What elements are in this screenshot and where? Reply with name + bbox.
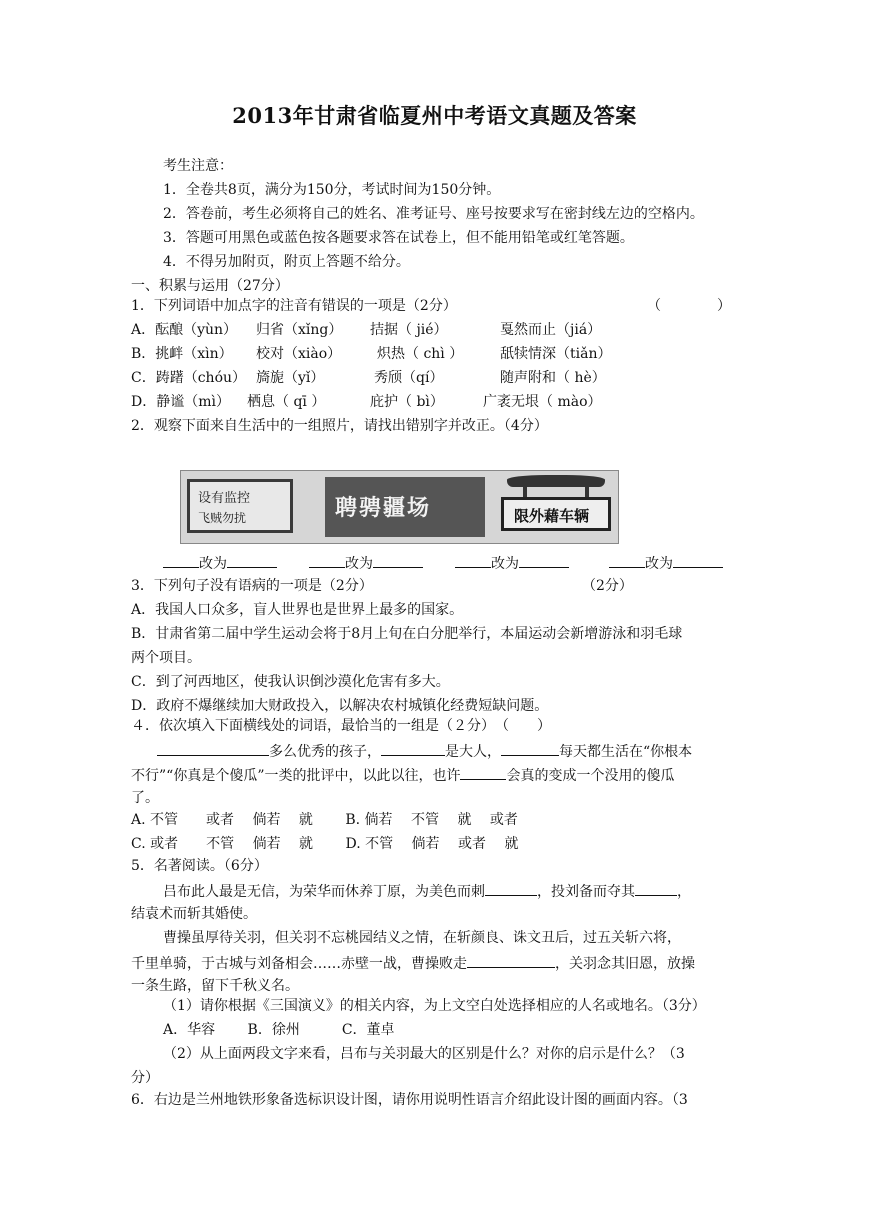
q5-paragraph-line	[131, 953, 695, 973]
q1-option-d1: D．静谧（mì）	[131, 394, 230, 410]
q1-option-d3: 庇护（ bì）	[370, 394, 444, 410]
q5-subquestion-2-cont: 分）	[131, 1070, 159, 1086]
correction-fill	[309, 553, 423, 573]
blank-line[interactable]	[501, 741, 559, 756]
q5-text: 千里单骑，于古城与刘备相会……赤壁一战，曹操败走	[131, 956, 467, 972]
arch-roof	[507, 475, 605, 487]
sign-text: 飞贼勿扰	[198, 511, 247, 525]
q4-text: 每天都生活在“你根本	[559, 744, 693, 760]
blank-line[interactable]	[157, 741, 269, 756]
q3-option: D．政府不爆继续加大财政投入，以解决农村城镇化经费短缺问题。	[131, 698, 549, 714]
blank-line[interactable]	[673, 553, 723, 568]
blank-line[interactable]	[460, 765, 506, 780]
q4-passage-line: 了。	[131, 790, 159, 806]
question-3-score: （2分）	[582, 578, 633, 594]
fill-label: 改为	[491, 556, 519, 572]
q3-option: B．甘肃省第二届中学生运动会将于8月上旬在白分肥举行，本届运动会新增游泳和羽毛球	[131, 626, 683, 642]
notice-item: 2．答卷前，考生必须将自己的姓名、准考证号、座号按要求写在密封线左边的空格内。	[163, 206, 704, 222]
notice-item: 1．全卷共8页，满分为150分，考试时间为150分钟。	[163, 182, 501, 198]
sign-photo-1	[187, 479, 293, 533]
fill-label: 改为	[345, 556, 373, 572]
blank-line[interactable]	[467, 953, 555, 968]
question-5-stem: 5．名著阅读。（6分）	[131, 858, 268, 874]
q5-paragraph-line	[163, 881, 691, 901]
q1-option-b3: 炽热（ chì ）	[377, 346, 464, 362]
blank-line[interactable]	[163, 553, 199, 568]
blank-line[interactable]	[373, 553, 423, 568]
q4-text: 会真的变成一个没用的傻瓜	[506, 768, 675, 784]
q1-option-b2: 校对（xiào）	[256, 346, 342, 362]
correction-fill	[455, 553, 569, 573]
fill-label: 改为	[645, 556, 673, 572]
q1-option-a1: A．酝酿（yùn）	[131, 322, 238, 338]
sign-text: 设有监控	[198, 491, 251, 506]
sign-text: 聘骋疆场	[335, 496, 432, 521]
q1-option-d2: 栖息（ qī ）	[247, 394, 326, 410]
sign-board	[501, 497, 611, 531]
q1-option-c4: 随声附和（ hè）	[500, 370, 606, 386]
q5-subquestion-1-options: A．华容 B．徐州 C．董卓	[163, 1022, 395, 1038]
blank-line[interactable]	[519, 553, 569, 568]
q4-options: C. 或者 不管 倘若 就 D. 不管 倘若 或者 就	[131, 836, 519, 852]
blank-line[interactable]	[485, 881, 537, 896]
blank-line[interactable]	[609, 553, 645, 568]
question-3-stem: 3．下列句子没有语病的一项是（2分）	[131, 578, 373, 594]
notice-item: 4．不得另加附页，附页上答题不给分。	[163, 254, 410, 270]
notice-heading: 考生注意：	[163, 158, 233, 174]
q1-option-c2: 旖旎（yǐ）	[256, 370, 325, 386]
q5-paragraph-line: 一条生路，留下千秋义名。	[131, 978, 299, 994]
correction-fill	[163, 553, 277, 573]
q5-subquestion-1: （1）请你根据《三国演义》的相关内容，为上文空白处选择相应的人名或地名。（3分）	[163, 998, 706, 1014]
q5-text: 吕布此人最是无信，为荣华而休养丁原，为美色而刺	[163, 884, 485, 900]
correction-fill	[609, 553, 723, 573]
q4-text: 是大人，	[445, 744, 501, 760]
question-4-stem: ４．依次填入下面横线处的词语，最恰当的一组是（２分） （ ）	[131, 718, 551, 734]
q3-option-cont: 两个项目。	[131, 650, 201, 666]
q1-option-a3: 拮据（ jié）	[370, 322, 448, 338]
q5-paragraph-line: 曹操虽厚待关羽，但关羽不忘桃园结义之情，在斩颜良、诛文丑后，过五关斩六将，	[163, 930, 681, 946]
page-title: 2013年甘肃省临夏州中考语文真题及答案	[232, 103, 637, 128]
q4-text: 不行”“你真是个傻瓜”一类的批评中，以此以往，也许	[131, 768, 461, 784]
q4-options: A. 不管 或者 倘若 就 B. 倘若 不管 就 或者	[131, 812, 518, 828]
sign-photo-2	[325, 477, 485, 537]
question-1-stem: 1．下列词语中加点字的注音有错误的一项是（2分）	[131, 298, 457, 314]
q4-passage-line	[131, 765, 674, 785]
blank-line[interactable]	[635, 881, 677, 896]
notice-item: 3．答题可用黑色或蓝色按各题要求答在试卷上，但不能用铅笔或红笔答题。	[163, 230, 634, 246]
sign-photo-3	[497, 475, 615, 539]
blank-line[interactable]	[309, 553, 345, 568]
q1-option-b4: 舐犊情深（tiǎn）	[500, 346, 612, 362]
blank-line[interactable]	[227, 553, 277, 568]
question-6-stem: 6．右边是兰州地铁形象备选标识设计图，请你用说明性语言介绍此设计图的画面内容。（3	[131, 1092, 688, 1108]
q1-option-a2: 归省（xǐng）	[256, 322, 343, 338]
q5-subquestion-2: （2）从上面两段文字来看，吕布与关羽最大的区别是什么？对你的启示是什么？（3	[163, 1046, 685, 1062]
q3-option: A．我国人口众多，盲人世界也是世界上最多的国家。	[131, 602, 464, 618]
blank-line[interactable]	[381, 741, 445, 756]
q3-option: C．到了河西地区，使我认识倒沙漠化危害有多大。	[131, 674, 450, 690]
blank-line[interactable]	[455, 553, 491, 568]
q5-text: ，投刘备而夺其	[537, 884, 635, 900]
q1-option-c3: 秀颀（qí）	[374, 370, 444, 386]
answer-paren: （ ）	[647, 298, 731, 314]
section-heading: 一、积累与运用（27分）	[131, 278, 289, 294]
q5-text: ，关羽念其旧恩，放操	[555, 956, 695, 972]
q1-option-c1: C．踌躇（chóu）	[131, 370, 247, 386]
fill-label: 改为	[199, 556, 227, 572]
q5-text: ，	[677, 884, 691, 900]
q1-option-b1: B．挑衅（xìn）	[131, 346, 233, 362]
q4-text: 多么优秀的孩子，	[269, 744, 381, 760]
q5-paragraph-line: 结袁术而斩其婚使。	[131, 906, 257, 922]
q1-option-a4: 戛然而止（jiá）	[500, 322, 602, 338]
sign-text: 限外藉车辆	[514, 507, 590, 525]
q4-passage-line	[157, 741, 692, 761]
q1-option-d4: 广袤无垠（ mào）	[483, 394, 602, 410]
question-2-stem: 2．观察下面来自生活中的一组照片，请找出错别字并改正。（4分）	[131, 418, 548, 434]
sign-photos	[180, 470, 619, 544]
